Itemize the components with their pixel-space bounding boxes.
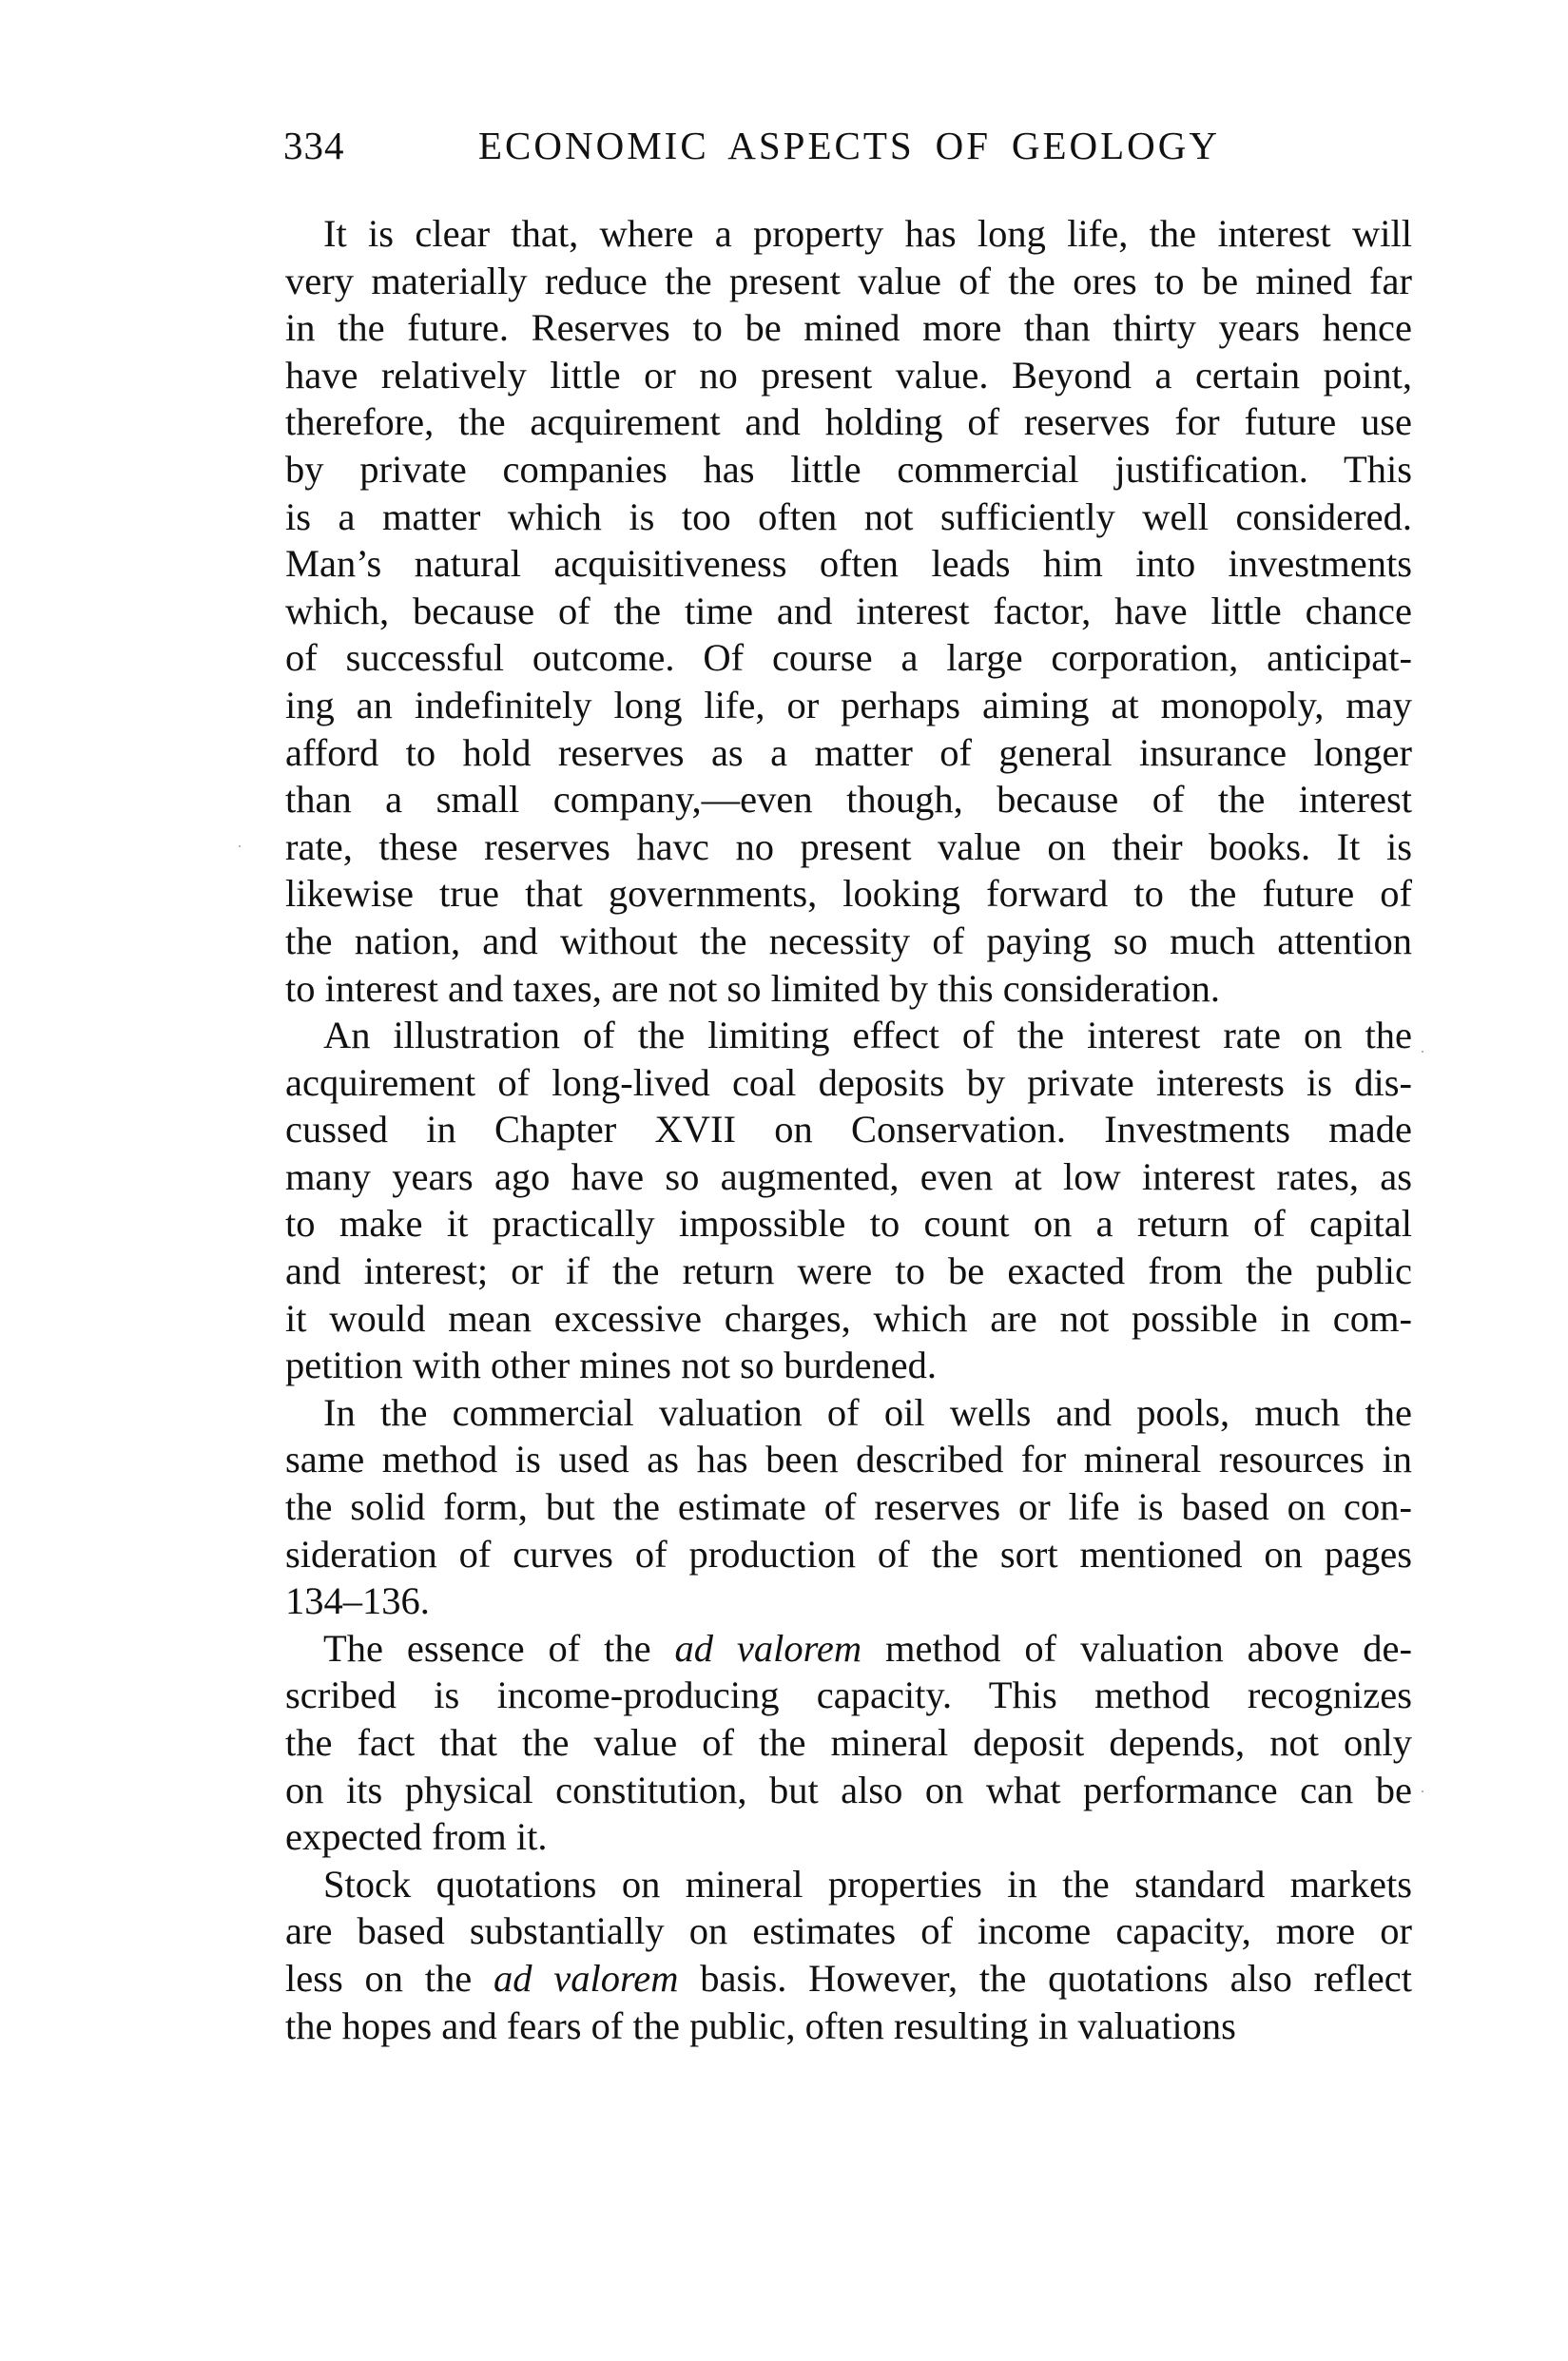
text-line [285, 823, 1412, 871]
text-line [285, 1577, 1412, 1625]
text-line [285, 1248, 1412, 1295]
text-segment: the nation, and without the necessity of paying so much attention [285, 919, 1412, 962]
text-segment: of successful outcome. Of course a large corporation, anticipat- [285, 636, 1412, 680]
text-segment: than a small company,—even though, because of the interest [285, 778, 1412, 822]
text-line [285, 1483, 1412, 1531]
text-line [285, 1719, 1412, 1767]
text-line [285, 588, 1412, 635]
text-segment: Man’s natural acquisitiveness often leads him into investments [285, 542, 1412, 586]
text-segment: in the future. Reserves to be mined more than thirty years hence [285, 306, 1412, 350]
text-segment: the solid form, but the estimate of reserves or life is based on con- [285, 1485, 1412, 1529]
text-line [285, 1436, 1412, 1483]
paragraph-stock-quotations [285, 1861, 1412, 2049]
text-line [285, 1907, 1412, 1955]
text-segment: on its physical constitution, but also on what performance can be [285, 1768, 1412, 1811]
running-head [283, 122, 1412, 169]
text-line [285, 729, 1412, 777]
text-line [285, 258, 1412, 305]
text-segment: acquirement of long-lived coal deposits by private interests is dis- [285, 1060, 1412, 1104]
text-segment: In the commercial valuation of oil wells and pools, much the [323, 1390, 1412, 1434]
text-segment: the hopes and fears of the public, often resulting in valuations [285, 2003, 1236, 2047]
text-segment: very materially reduce the present value of the ores to be mined far [285, 259, 1412, 302]
text-line [285, 1012, 1412, 1059]
text-segment: is a matter which is too often not sufficiently well considered. [285, 494, 1412, 538]
scan-speck [1422, 1790, 1423, 1792]
text-segment: scribed is income-producing capacity. This method recognizes [285, 1674, 1412, 1717]
text-line [285, 540, 1412, 588]
text-line [285, 1200, 1412, 1248]
text-segment: sideration of curves of production of the sort mentioned on pages [285, 1532, 1412, 1576]
text-line [285, 1389, 1412, 1437]
text-segment: method of valuation above de- [861, 1626, 1412, 1670]
text-segment: same method is used as has been described for mineral resources in [285, 1438, 1412, 1481]
text-line [285, 1813, 1412, 1861]
text-line [285, 776, 1412, 823]
text-line [285, 1059, 1412, 1107]
text-segment: have relatively little or no present value. Beyond a certain point, [285, 353, 1412, 397]
text-line [285, 682, 1412, 729]
text-segment: rate, these reserves havc no present value on their books. It is [285, 824, 1412, 868]
paragraph-reserves-interest [285, 210, 1412, 1012]
text-segment: the fact that the value of the mineral deposit depends, not only [285, 1721, 1412, 1764]
scan-speck [1422, 1051, 1423, 1053]
text-segment: cussed in Chapter XVII on Conservation. Investments made [285, 1108, 1412, 1151]
paragraph-coal-deposits [285, 1012, 1412, 1389]
scan-speck [239, 845, 241, 847]
text-line [285, 918, 1412, 965]
text-segment: petition with other mines not so burdened. [285, 1344, 938, 1387]
text-line [285, 1106, 1412, 1153]
text-line [285, 1625, 1412, 1673]
text-line [285, 1295, 1412, 1343]
paragraph-ad-valorem [285, 1625, 1412, 1861]
text-segment: therefore, the acquirement and holding of reserves for future use [285, 400, 1412, 444]
text-line [285, 1531, 1412, 1578]
italic-phrase: ad valorem [494, 1956, 679, 2000]
text-segment: basis. However, the quotations also reflect [678, 1956, 1412, 2000]
text-segment: likewise true that governments, looking forward to the future of [285, 872, 1412, 916]
text-line [285, 634, 1412, 682]
text-line [285, 965, 1412, 1013]
text-line [285, 1767, 1412, 1814]
text-segment: which, because of the time and interest factor, have little chance [285, 589, 1412, 632]
page-number: 334 [283, 124, 345, 167]
italic-phrase: ad valorem [674, 1626, 862, 1670]
text-line [285, 352, 1412, 399]
text-segment: expected from it. [285, 1815, 548, 1859]
text-line [285, 1672, 1412, 1719]
running-title: ECONOMIC ASPECTS OF GEOLOGY [478, 124, 1220, 167]
text-line [285, 2003, 1412, 2050]
text-segment: ing an indefinitely long life, or perhaps aiming at monopoly, may [285, 683, 1412, 726]
text-line [285, 210, 1412, 258]
text-segment: The essence of the [323, 1626, 675, 1670]
text-segment: 134–136. [285, 1579, 430, 1623]
text-line [285, 1153, 1412, 1201]
text-line [285, 870, 1412, 918]
text-line [285, 446, 1412, 493]
text-segment: and interest; or if the return were to be exacted from the public [285, 1249, 1412, 1293]
text-segment: An illustration of the limiting effect of the interest rate on the [323, 1014, 1412, 1057]
text-line [285, 1955, 1412, 2003]
text-line [285, 1342, 1412, 1389]
text-segment: to make it practically impossible to count on a return of capital [285, 1202, 1412, 1246]
text-segment: by private companies has little commercial justification. This [285, 447, 1412, 491]
text-line [285, 1861, 1412, 1908]
text-line [285, 493, 1412, 541]
text-line [285, 304, 1412, 352]
text-segment: to interest and taxes, are not so limited by this consideration. [285, 966, 1221, 1010]
body-text [285, 210, 1412, 2049]
text-segment: are based substantially on estimates of income capacity, more or [285, 1909, 1412, 1953]
text-segment: it would mean excessive charges, which are not possible in com- [285, 1296, 1412, 1340]
text-segment: less on the [285, 1956, 494, 2000]
text-segment: afford to hold reserves as a matter of general insurance longer [285, 730, 1412, 774]
text-segment: Stock quotations on mineral properties in the standard markets [323, 1862, 1412, 1906]
text-segment: many years ago have so augmented, even at low interest rates, as [285, 1154, 1412, 1198]
paragraph-oil-valuation [285, 1389, 1412, 1625]
text-line [285, 398, 1412, 446]
text-segment: It is clear that, where a property has long life, the interest will [323, 212, 1412, 255]
